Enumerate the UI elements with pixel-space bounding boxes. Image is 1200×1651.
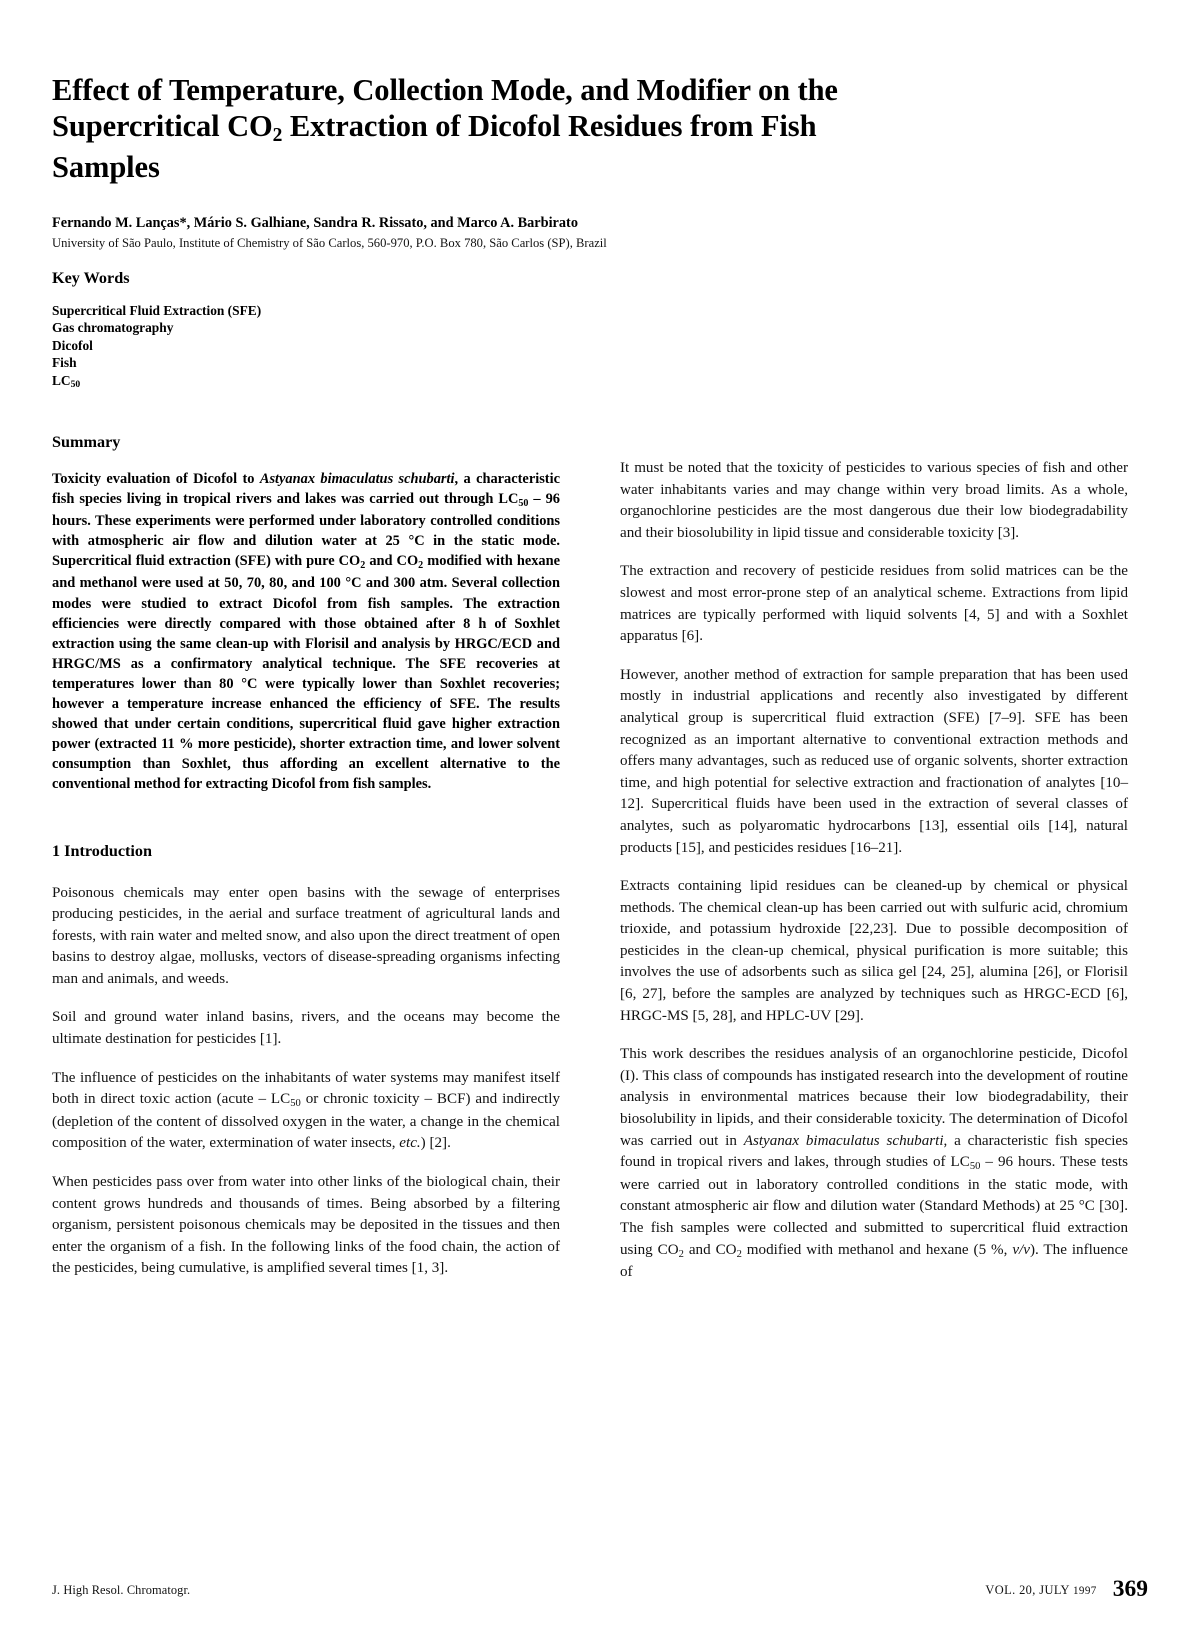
- lc50-base: LC: [52, 372, 71, 388]
- intro-p3-text-3: ) [2].: [420, 1135, 451, 1152]
- intro-paragraph-1: Poisonous chemicals may enter open basins with the sewage of enterprises producing pesticides, in the aerial and surface treatment of agricultural lands and forests, with rain water and melted snow, and also upon the direct treatment of open basins to destroy algae, mollusks, vectors of disease-spreading organisms infecting man and animals, and weeds.: [52, 884, 560, 987]
- keyword-item: Dicofol: [52, 337, 93, 353]
- page-footer: [52, 1576, 1148, 1600]
- intro-paragraph-3: [52, 1068, 560, 1155]
- co2-subscript: 2: [678, 1248, 684, 1260]
- title-line-1: Effect of Temperature, Collection Mode, and Modifier on the: [52, 73, 838, 107]
- keywords-heading: Key Words: [52, 269, 130, 287]
- title-line-2-prefix: Supercritical CO: [52, 109, 273, 143]
- summary-text-3: – 96 hours. These experiments were performed under laboratory controlled conditions with atmospheric air flow and dilution water at 25 °C in the static mode. Supercritical fluid extraction (SFE) with pure CO: [52, 491, 560, 570]
- title-subscript: 2: [272, 125, 283, 147]
- species-name: Astyanax bimaculatus schubarti: [259, 471, 455, 487]
- intro-paragraph-4: When pesticides pass over from water into other links of the biological chain, their content grows hundreds and thousands of times. Being absorbed by a filtering organism, persistent poisonous chemicals may be deposited in the tissues and then enter the organism of a fish. In the following links of the food chain, the action of the pesticides, being cumulative, is amplified several times [1, 3].: [52, 1174, 560, 1277]
- etc-italic: etc.: [399, 1135, 421, 1152]
- co2-subscript: 2: [360, 560, 366, 572]
- vv-italic: v/v: [1012, 1241, 1030, 1258]
- page-title: [52, 72, 1147, 185]
- summary-text-2: , a characteristic fish species living in tropical rivers and lakes was carried out through LC: [52, 471, 560, 508]
- summary-text-5: modified with hexane and methanol were used at 50, 70, 80, and 100 °C and 300 atm. Several collection modes were studied to extract Dicofol from fish samples. The extraction efficiencies were directly compared with those obtained after 8 h of Soxhlet extraction using the same clean-up with Florisil and analysis by HRGC/ECD and HRGC/MS as a confirmatory analytical technique. The SFE recoveries at temperatures lower than 80 °C were typically lower than Soxhlet recoveries; however a temperature increase enhanced the efficiency of SFE. The results showed that under certain conditions, supercritical fluid gave higher extraction power (extracted 11 % more pesticide), shorter extraction time, and lower solvent consumption than Soxhlet, thus affording an excellent alternative to the conventional method for extracting Dicofol from fish samples.: [52, 553, 561, 793]
- intro-p3-text-2: or chronic toxicity – BCF) and indirectly (depletion of the content of dissolved oxygen in the water, a change in the chemical composition of the water, extermination of water insects,: [52, 1091, 560, 1152]
- journal-name: J. High Resol. Chromatogr.: [52, 1583, 191, 1597]
- affiliation-line: University of São Paulo, Institute of Chemistry of São Carlos, 560-970, P.O. Box 780, São Carlos (SP), Brazil: [52, 236, 607, 250]
- lc50-subscript: 50: [70, 379, 81, 391]
- author-list: Fernando M. Lanças*, Mário S. Galhiane, Sandra R. Rissato, and Marco A. Barbirato: [52, 215, 578, 231]
- keyword-item-lc50: [52, 372, 562, 391]
- title-line-2-suffix: Extraction of Dicofol Residues from Fish: [282, 109, 817, 143]
- left-column: [52, 432, 560, 1280]
- right-column: [620, 458, 1128, 1284]
- summary-heading: Summary: [52, 433, 121, 451]
- right-p5-text-1: This work describes the residues analysis of an organochlorine pesticide, Dicofol (I). This class of compounds has instigated research into the development of routine analysis in environmental matrices because their low biodegradability, their biosolubility in lipids, and their considerable toxicity. The determination of Dicofol was carried out in: [620, 1046, 1128, 1149]
- right-p5-text-4: and CO: [683, 1241, 737, 1258]
- keywords-section: [52, 268, 562, 391]
- keyword-item: Supercritical Fluid Extraction (SFE): [52, 303, 262, 318]
- right-paragraph-2: The extraction and recovery of pesticide residues from solid matrices can be the slowest and most error-prone step of an analytical scheme. Extractions from lipid matrices are typically performed with liquid solvents [4, 5] and with a Soxhlet apparatus [6].: [620, 563, 1128, 645]
- article-header: [52, 72, 1147, 252]
- right-p5-text-5: modified with methanol and hexane (5 %,: [741, 1241, 1013, 1258]
- right-paragraph-3: However, another method of extraction for sample preparation that has been used mostly in industrial applications and recently also investigated by different analytical group is supercritical fluid extraction (SFE) [7–9]. SFE has been recognized as an important alternative to conventional extraction methods and offers many advantages, such as reduced use of organic solvents, shorter extraction time, and high potential for selective extraction and fractionation of analytes [10–12]. Supercritical fluids have been used in the extraction of several classes of analytes, such as polyaromatic hydrocarbons [13], essential oils [14], natural products [15], and pesticides residues [16–21].: [620, 666, 1128, 856]
- summary-text-1: Toxicity evaluation of Dicofol to: [52, 471, 260, 487]
- introduction-heading: 1 Introduction: [52, 841, 152, 860]
- summary-text-4: and CO: [365, 553, 419, 570]
- lc50-subscript: 50: [969, 1161, 981, 1173]
- keywords-list: [52, 302, 562, 391]
- summary-paragraph: [52, 469, 560, 795]
- co2-subscript: 2: [418, 560, 424, 572]
- page-number: 369: [1112, 1576, 1148, 1602]
- lc50-subscript: 50: [290, 1098, 301, 1110]
- volume-label: VOL. 20, JULY: [985, 1583, 1070, 1597]
- year-label: 1997: [1072, 1585, 1097, 1597]
- right-p5-text-3: – 96 hours. These tests were carried out in laboratory controlled conditions in the static mode, with constant atmospheric air flow and dilution water (Standard Methods) at 25 °C [30]. The fish samples were collected and submitted to supercritical fluid extraction using CO: [620, 1154, 1128, 1258]
- right-p5-text-2: , a characteristic fish species found in tropical rivers and lakes, through studies of LC: [620, 1132, 1128, 1171]
- volume-info: [985, 1583, 1096, 1598]
- intro-p3-text-1: The influence of pesticides on the inhabitants of water systems may manifest itself both in direct toxic action (acute – LC: [52, 1069, 560, 1108]
- intro-paragraph-2: Soil and ground water inland basins, rivers, and the oceans may become the ultimate destination for pesticides [1].: [52, 1009, 560, 1048]
- keyword-item: Gas chromatography: [52, 320, 174, 336]
- right-paragraph-5: [620, 1044, 1128, 1284]
- species-name: Astyanax bimaculatus schubarti: [743, 1132, 944, 1149]
- co2-subscript: 2: [736, 1248, 742, 1260]
- footer-right-group: [985, 1576, 1148, 1600]
- right-paragraph-4: Extracts containing lipid residues can be cleaned-up by chemical or physical methods. The chemical clean-up has been carried out with sulfuric acid, chromium trioxide, and potassium hydroxide [22,23]. Due to possible decomposition of pesticides in the clean-up chemical, physical purification is more suitable; this involves the use of adsorbents such as silica gel [24, 25], alumina [26], or Florisil [6, 27], before the samples are analyzed by techniques such as HRGC-ECD [6], HRGC-MS [5, 28], and HPLC-UV [29].: [620, 878, 1128, 1024]
- right-p5-text-6: ). The influence of: [620, 1241, 1128, 1281]
- title-line-3: Samples: [52, 150, 160, 184]
- right-paragraph-1: It must be noted that the toxicity of pesticides to various species of fish and other water inhabitants varies and may change within very broad limits. As a whole, organochlorine pesticides are the most dangerous due their low biodegradability and their biosolubility in lipid tissue and considerable toxicity [3].: [620, 460, 1128, 541]
- keyword-item: Fish: [52, 355, 77, 371]
- lc50-subscript: 50: [518, 498, 529, 510]
